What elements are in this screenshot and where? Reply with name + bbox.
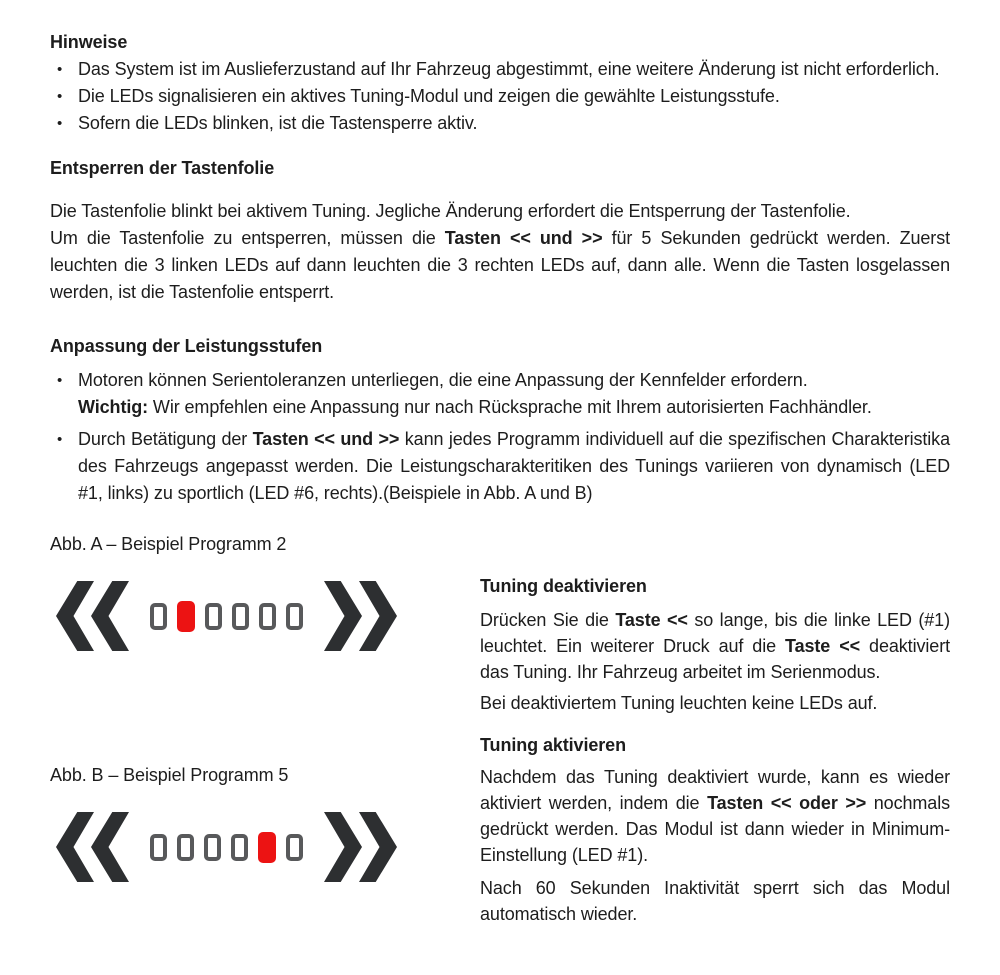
led-inactive	[259, 603, 276, 630]
chevron-left-icon	[56, 812, 94, 882]
bold-keys-text: Tasten << und >>	[252, 429, 400, 449]
paragraph-text: Bei deaktiviertem Tuning leuchten keine LEDs auf.	[480, 693, 878, 713]
section-title-tuning-aktivieren: Tuning aktivieren	[480, 735, 626, 755]
figure-and-text-columns	[50, 507, 950, 927]
chevron-left-icon	[56, 581, 94, 651]
chevron-right-icon	[324, 812, 362, 882]
paragraph-text: Die Tastenfolie blinkt bei aktivem Tuning. Jegliche Änderung erfordert die Entsperrung der Tastenfolie.	[50, 201, 851, 221]
paragraph	[480, 764, 950, 868]
paragraph-text: Drücken Sie die	[480, 610, 616, 630]
hinweise-bullet-list	[50, 56, 950, 137]
chevron-right-icon	[324, 581, 362, 651]
paragraph-text: Durch Betätigung der	[78, 429, 253, 449]
led-active	[258, 832, 276, 863]
led-inactive	[205, 603, 222, 630]
led-inactive	[231, 834, 248, 861]
led-inactive	[286, 834, 303, 861]
led-inactive	[177, 834, 194, 861]
bold-keys-text: Taste <<	[785, 636, 861, 656]
paragraph-text: Nach 60 Sekunden Inaktivität sperrt sich das Modul automatisch wieder.	[480, 878, 950, 924]
chevron-right-icon	[359, 812, 397, 882]
paragraph-text: Nachdem das Tuning deaktiviert wurde, kann es wieder aktiviert werden, indem die	[480, 767, 950, 813]
section-title-entsperren: Entsperren der Tastenfolie	[50, 158, 275, 178]
paragraph-text: nochmals gedrückt werden. Das Modul ist dann wieder in Minimum-Einstellung (LED #1).	[480, 793, 950, 865]
chevron-double-right-icon	[324, 812, 397, 882]
chevron-left-icon	[91, 812, 129, 882]
paragraph-text: Um die Tastenfolie zu entsperren, müssen die	[50, 228, 445, 248]
paragraph	[50, 198, 950, 225]
paragraph	[480, 690, 950, 716]
chevron-left-icon	[91, 581, 129, 651]
led-row	[150, 832, 303, 863]
bullet-item: • Das System ist im Auslieferzustand auf Ihr Fahrzeug abgestimmt, eine weitere Änderung ist nicht erforderlich.	[50, 56, 950, 83]
wichtig-label: Wichtig:	[78, 397, 149, 417]
led-row	[150, 601, 303, 632]
anpassung-bullet-list	[50, 367, 950, 507]
paragraph-text: kann jedes Programm individuell auf die spezifischen Charakteristika des Fahrzeugs angepasst werden. Die Leistungscharakteritiken des Tunings variieren von dynamisch (LED #1, links) zu sportlich (LED #6, rechts).(Beispiele in Abb. A und B)	[78, 429, 950, 503]
bold-keys-text: Taste <<	[615, 610, 688, 630]
led-inactive	[286, 603, 303, 630]
paragraph-text: so lange, bis die linke LED (#1) leuchtet. Ein weiterer Druck auf die	[480, 610, 950, 656]
led-inactive	[204, 834, 221, 861]
paragraph	[480, 875, 950, 927]
led-inactive	[150, 603, 167, 630]
bold-keys-text: Tasten << oder >>	[707, 793, 867, 813]
paragraph-text: für 5 Sekunden gedrückt werden. Zuerst leuchten die 3 linken LEDs auf dann leuchten die 3 rechten LEDs auf, dann alle. Wenn die Tasten losgelassen werden, ist die Tastenfolie entsperrt.	[50, 228, 951, 302]
chevron-right-icon	[359, 581, 397, 651]
instructions-column	[480, 507, 950, 927]
section-title-tuning-deaktivieren: Tuning deaktivieren	[480, 576, 647, 596]
figure-b-label: Abb. B – Beispiel Programm 5	[50, 765, 289, 785]
bullet-item	[50, 426, 950, 507]
section-title-hinweise: Hinweise	[50, 32, 128, 52]
section-title-anpassung: Anpassung der Leistungsstufen	[50, 336, 323, 356]
chevron-double-left-icon	[56, 812, 129, 882]
chevron-double-right-icon	[324, 581, 397, 651]
chevron-double-left-icon	[56, 581, 129, 651]
led-active	[177, 601, 195, 632]
led-display-figure-a	[56, 580, 480, 652]
bullet-item: • Die LEDs signalisieren ein aktives Tuning-Modul und zeigen die gewählte Leistungsstufe.	[50, 83, 950, 110]
led-display-figure-b	[56, 811, 480, 883]
led-inactive	[232, 603, 249, 630]
figures-column	[50, 507, 480, 927]
paragraph-text: deaktiviert das Tuning. Ihr Fahrzeug arbeitet im Serienmodus.	[480, 636, 950, 682]
bullet-item	[50, 367, 950, 421]
figure-a-label: Abb. A – Beispiel Programm 2	[50, 534, 287, 554]
paragraph-text: Motoren können Serientoleranzen unterliegen, die eine Anpassung der Kennfelder erfordern.	[78, 370, 808, 390]
bold-keys-text: Tasten << und >>	[444, 228, 603, 248]
paragraph	[480, 607, 950, 685]
bullet-item: • Sofern die LEDs blinken, ist die Tastensperre aktiv.	[50, 110, 950, 137]
paragraph	[50, 225, 950, 306]
paragraph-text: Wir empfehlen eine Anpassung nur nach Rücksprache mit Ihrem autorisierten Fachhändler.	[148, 397, 872, 417]
led-inactive	[150, 834, 167, 861]
